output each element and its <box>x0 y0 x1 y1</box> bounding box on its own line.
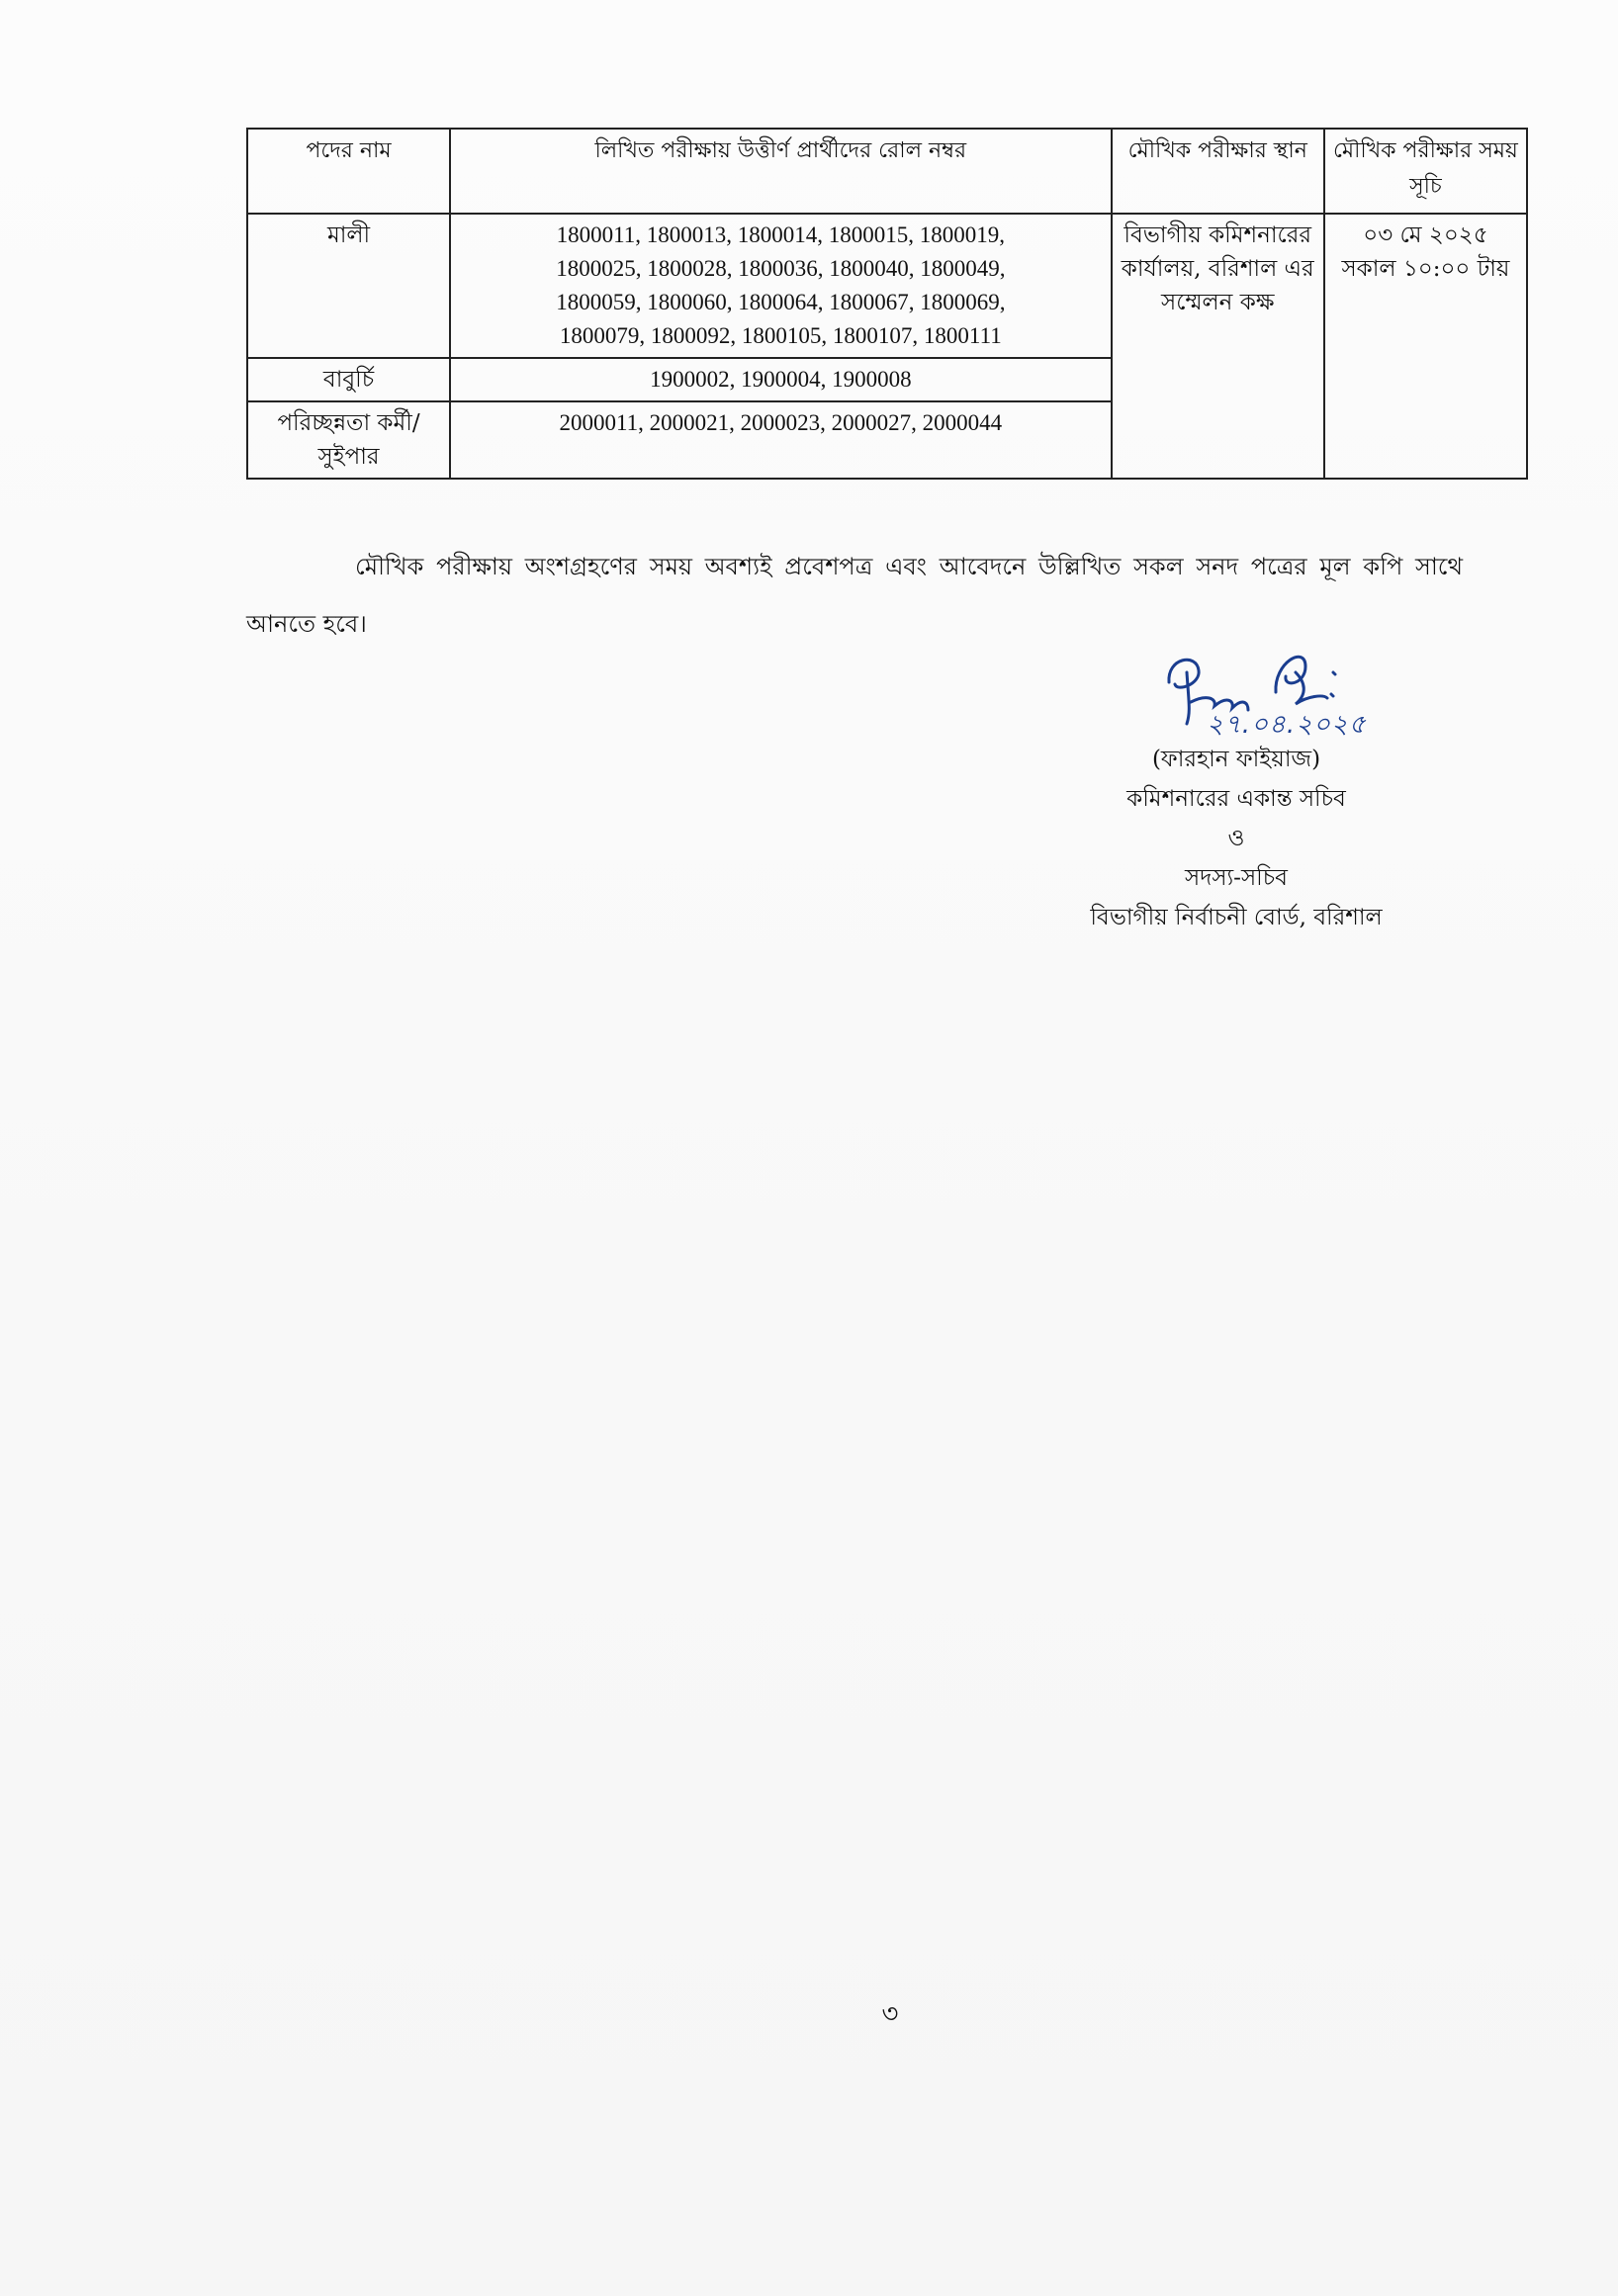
header-viva-venue: মৌখিক পরীক্ষার স্থান <box>1112 129 1324 214</box>
header-post-name: পদের নাম <box>247 129 450 214</box>
table-header-row <box>247 129 1527 214</box>
post-cleaner: পরিচ্ছন্নতা কর্মী/সুইপার <box>247 401 450 479</box>
signature-date: ২৭.০৪.২০২৫ <box>1207 710 1367 740</box>
roll-line: 1800011, 1800013, 1800014, 1800015, 1800019, <box>556 222 1006 247</box>
viva-schedule <box>1324 214 1527 479</box>
roll-line: 2000011, 2000021, 2000023, 2000027, 2000044 <box>559 410 1003 435</box>
post-cook: বাবুর্চি <box>247 358 450 401</box>
header-roll-numbers: লিখিত পরীক্ষায় উত্তীর্ণ প্রার্থীদের রোল নম্বর <box>450 129 1112 214</box>
signatory-role: সদস্য-সচিব <box>1185 865 1288 891</box>
signatory-conjunction: ও <box>1227 826 1245 851</box>
signatory-block <box>1048 740 1424 937</box>
signatory-designation: কমিশনারের একান্ত সচিব <box>1126 786 1346 812</box>
viva-venue: বিভাগীয় কমিশনারের কার্যালয়, বরিশাল এর সম্মেলন কক্ষ <box>1112 214 1324 479</box>
roll-line: 1800059, 1800060, 1800064, 1800067, 1800069, <box>556 290 1006 314</box>
roll-line: 1800025, 1800028, 1800036, 1800040, 1800049, <box>556 256 1006 281</box>
rolls-cleaner <box>450 401 1112 479</box>
signatory-name: (ফারহান ফাইয়াজ) <box>1151 747 1321 772</box>
roll-line: 1800079, 1800092, 1800105, 1800107, 1800111 <box>559 323 1002 348</box>
schedule-date: ০৩ মে ২০২৫ <box>1363 222 1488 248</box>
schedule-time: সকাল ১০:০০ টায় <box>1341 256 1510 282</box>
roll-line: 1900002, 1900004, 1900008 <box>650 367 912 392</box>
header-viva-schedule: মৌখিক পরীক্ষার সময় সূচি <box>1324 129 1527 214</box>
page-number: ৩ <box>881 1999 899 2029</box>
rolls-cook <box>450 358 1112 401</box>
results-table <box>246 128 1528 480</box>
post-gardener: মালী <box>247 214 450 358</box>
signatory-board: বিভাগীয় নির্বাচনী বোর্ড, বরিশাল <box>1090 905 1383 930</box>
rolls-gardener <box>450 214 1112 358</box>
table-row <box>247 214 1527 358</box>
instruction-note: মৌখিক পরীক্ষায় অংশগ্রহণের সময় অবশ্যই প্রবেশপত্র এবং আবেদনে উল্লিখিত সকল সনদ পত্রের মূল কপি সাথে আনতে হবে। <box>246 553 1463 638</box>
